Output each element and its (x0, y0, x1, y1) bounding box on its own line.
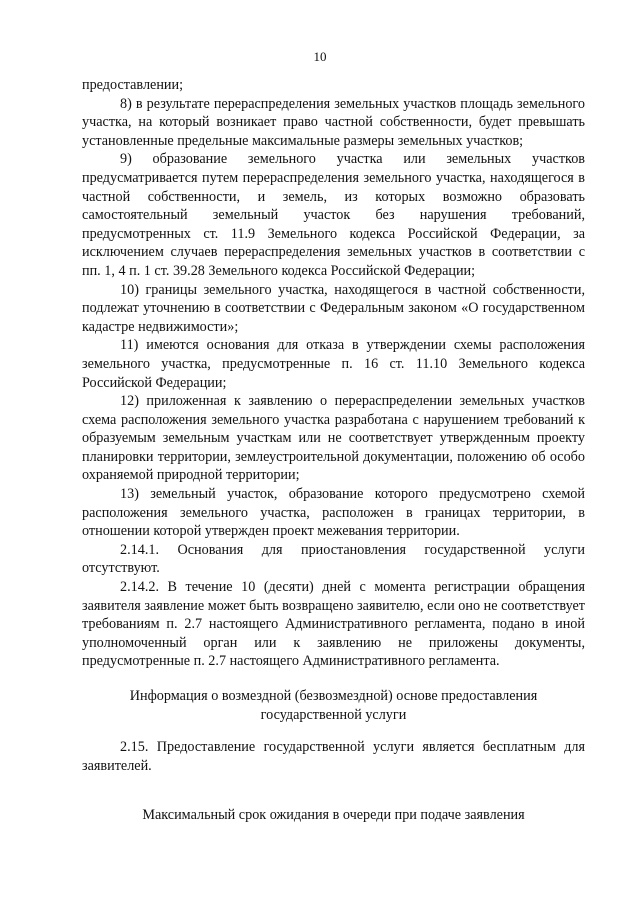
list-item-8: 8) в результате перераспределения земельных участков площадь земельного участка, на который возникает право частной собственности, будет превышать установленные предельные максимальные размеры земельных участков; (82, 95, 585, 149)
section-heading-queue: Максимальный срок ожидания в очереди при подаче заявления (142, 807, 525, 823)
section-heading-fee: Информация о возмездной (безвозмездной) основе предоставления государственной услуги (129, 688, 538, 723)
paragraph-continuation: предоставлении; (82, 77, 184, 93)
page-number: 10 (313, 49, 327, 64)
list-item-11: 11) имеются основания для отказа в утверждении схемы расположения земельного участка, предусмотренные п. 16 ст. 11.10 Земельного кодекса Российской Федерации; (82, 337, 585, 391)
list-item-12: 12) приложенная к заявлению о перераспределении земельных участков схема расположения земельного участка разработана с нарушением требований к образуемым земельным участкам или не соответствует утвержденным проекту планировки территории, землеустроительной документации, положению об особо охраняемой природной территории; (82, 393, 585, 484)
list-item-13: 13) земельный участок, образование которого предусмотрено схемой расположения земельного участка, расположен в границах территории, в отношении которой утвержден проект межевания территории. (82, 486, 585, 540)
list-item-10: 10) границы земельного участка, находящегося в частной собственности, подлежат уточнению в соответствии с Федеральным законом «О государственном кадастре недвижимости»; (82, 281, 585, 335)
document-body (82, 76, 585, 671)
list-item-9: 9) образование земельного участка или земельных участков предусматривается путем перераспределения земельного участка, находящегося в частной собственности, и земель, из которых возможно образовать самостоятельный земельный участок без нарушения требований, предусмотренных ст. 11.9 Земельного кодекса Российской Федерации, за исключением случаев перераспределения земельных участков в соответствии с пп. 1, 4 п. 1 ст. 39.28 Земельного кодекса Российской Федерации; (82, 151, 585, 279)
clause-2-15 (82, 738, 585, 775)
clause-2-14-1: 2.14.1. Основания для приостановления государственной услуги отсутствуют. (82, 541, 585, 577)
clause-2-14-2: 2.14.2. В течение 10 (десяти) дней с момента регистрации обращения заявителя заявление может быть возвращено заявителю, если оно не соответствует требованиям п. 2.7 настоящего Административного регламента, подано в иной уполномоченный орган или к заявлению не приложены документы, предусмотренные п. 2.7 настоящего Административного регламента. (82, 579, 585, 670)
clause-2-15-text: 2.15. Предоставление государственной услуги является бесплатным для заявителей. (82, 739, 585, 774)
